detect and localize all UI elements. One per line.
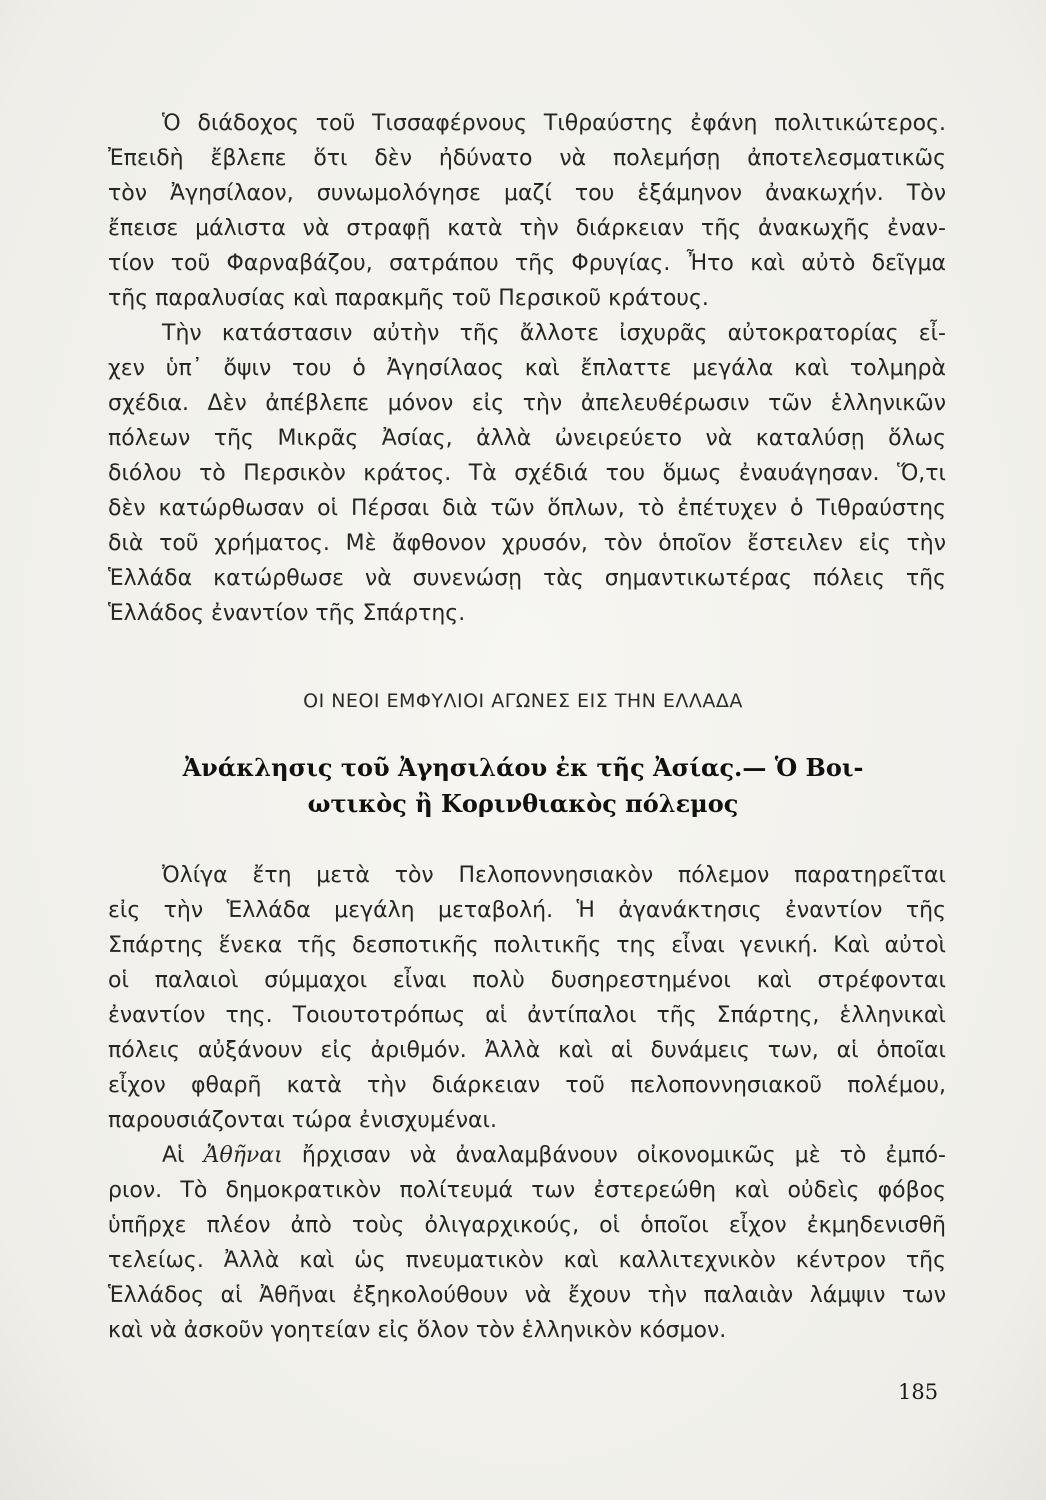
paragraph-4 xyxy=(108,1138,946,1348)
text-line: σχέδια. Δὲν ἀπέβλεπε μόνον εἰς τὴν ἀπελευθέρωσιν τῶν ἑλληνικῶν xyxy=(108,391,946,416)
text-line: ἔπεισε μάλιστα νὰ στραφῇ κατὰ τὴν διάρκειαν τῆς ἀνακωχῆς ἐναν- xyxy=(108,216,946,241)
text-line: ἐναντίον της. Τοιουτοτρόπως αἱ ἀντίπαλοι τῆς Σπάρτης, ἑλληνικαὶ xyxy=(108,1003,946,1028)
text-line: παρουσιάζονται τώρα ἐνισχυμέναι. xyxy=(108,1108,497,1133)
text-line: πόλεων τῆς Μικρᾶς Ἀσίας, ἀλλὰ ὠνειρεύετο νὰ καταλύσῃ ὅλως xyxy=(108,426,946,451)
text-line: Τὴν κατάστασιν αὐτὴν τῆς ἄλλοτε ἰσχυρᾶς αὐτοκρατορίας εἶ- xyxy=(162,321,946,346)
text-line xyxy=(108,1138,946,1173)
text-line: τῆς παραλυσίας καὶ παρακμῆς τοῦ Περσικοῦ κράτους. xyxy=(108,286,709,311)
text-line: πόλεις αὐξάνουν εἰς ἀριθμόν. Ἀλλὰ καὶ αἱ δυνάμεις των, αἱ ὁποῖαι xyxy=(108,1038,946,1063)
text-line: διὰ τοῦ χρήματος. Μὲ ἄφθονον χρυσόν, τὸν ὁποῖον ἔστειλεν εἰς τὴν xyxy=(108,531,946,556)
text-line: Ὀλίγα ἔτη μετὰ τὸν Πελοποννησιακὸν πόλεμον παρατηρεῖται xyxy=(162,863,946,888)
text-fragment: ἤρχισαν νὰ ἀναλαμβάνουν οἰκονομικῶς μὲ τὸ ἐμπό- xyxy=(301,1143,946,1168)
text-line: Ἐπειδὴ ἔβλεπε ὅτι δὲν ἠδύνατο νὰ πολεμήσῃ ἀποτελεσματικῶς xyxy=(108,146,946,171)
text-line: εἰς τὴν Ἑλλάδα μεγάλη μεταβολή. Ἡ ἀγανάκτησις ἐναντίον τῆς xyxy=(108,898,946,923)
text-line: διόλου τὸ Περσικὸν κράτος. Τὰ σχέδιά του ὅμως ἐναυάγησαν. Ὅ,τι xyxy=(108,461,946,486)
text-line: δὲν κατώρθωσαν οἱ Πέρσαι διὰ τῶν ὅπλων, τὸ ἐπέτυχεν ὁ Τιθραύστης xyxy=(108,496,946,521)
text-line: οἱ παλαιοὶ σύμμαχοι εἶναι πολὺ δυσηρεστημένοι καὶ στρέφονται xyxy=(108,968,946,993)
text-line: τὸν Ἀγησίλαον, συνωμολόγησε μαζί του ἑξάμηνον ἀνακωχήν. Τὸν xyxy=(108,181,946,206)
paragraph-1 xyxy=(108,106,946,316)
page-number: 185 xyxy=(898,1380,939,1404)
text-line: Ἑλλάδος ἐναντίον τῆς Σπάρτης. xyxy=(108,601,466,626)
section-heading: ΟΙ ΝΕΟΙ ΕΜΦΥΛΙΟΙ ΑΓΩΝΕΣ ΕΙΣ ΤΗΝ ΕΛΛΑΔΑ xyxy=(303,690,743,712)
text-line: Ἑλλάδος αἱ Ἀθῆναι ἐξηκολούθουν νὰ ἔχουν τὴν παλαιὰν λάμψιν των xyxy=(108,1283,946,1308)
paragraph-3 xyxy=(108,858,946,1138)
text-line: τελείως. Ἀλλὰ καὶ ὡς πνευματικὸν καὶ καλλιτεχνικὸν κέντρον τῆς xyxy=(108,1248,946,1273)
chapter-title-line: Ἀνάκλησις τοῦ Ἀγησιλάου ἐκ τῆς Ἀσίας.— Ὁ Βοι- xyxy=(182,753,864,782)
text-line: χεν ὑπ᾽ ὄψιν του ὁ Ἀγησίλαος καὶ ἔπλαττε μεγάλα καὶ τολμηρὰ xyxy=(108,356,946,381)
text-line: εἶχον φθαρῆ κατὰ τὴν διάρκειαν τοῦ πελοποννησιακοῦ πολέμου, xyxy=(108,1073,946,1098)
text-line: ριον. Τὸ δημοκρατικὸν πολίτευμά των ἐστερεώθη καὶ οὐδεὶς φόβος xyxy=(108,1178,946,1203)
text-line: τίον τοῦ Φαρναβάζου, σατράπου τῆς Φρυγίας. Ἦτο καὶ αὐτὸ δεῖγμα xyxy=(108,251,946,276)
text-line: Ἑλλάδα κατώρθωσε νὰ συνενώσῃ τὰς σημαντικωτέρας πόλεις τῆς xyxy=(108,566,946,591)
text-fragment: Αἱ xyxy=(162,1143,185,1168)
text-line: ὑπῆρχε πλέον ἀπὸ τοὺς ὀλιγαρχικούς, οἱ ὁποῖοι εἶχον ἐκμηδενισθῆ xyxy=(108,1213,946,1238)
text-line: Ὁ διάδοχος τοῦ Τισσαφέρνους Τιθραύστης ἐφάνη πολιτικώτερος. xyxy=(162,111,946,136)
text-line: καὶ νὰ ἀσκοῦν γοητείαν εἰς ὅλον τὸν ἑλληνικὸν κόσμον. xyxy=(108,1318,727,1343)
text-line: Σπάρτης ἕνεκα τῆς δεσποτικῆς πολιτικῆς της εἶναι γενική. Καὶ αὐτοὶ xyxy=(108,933,946,958)
italic-word: Ἀθῆναι xyxy=(203,1143,283,1168)
chapter-title xyxy=(120,750,926,822)
paragraph-2 xyxy=(108,316,946,631)
chapter-title-line: ωτικὸς ἢ Κορινθιακὸς πόλεμος xyxy=(307,789,739,818)
